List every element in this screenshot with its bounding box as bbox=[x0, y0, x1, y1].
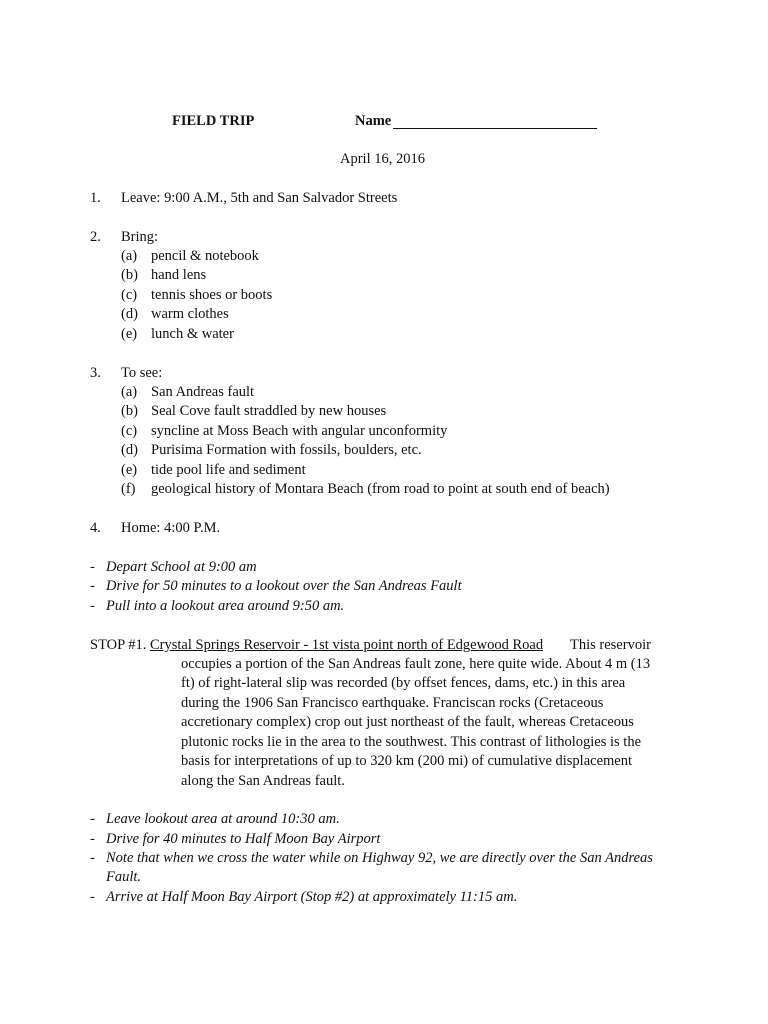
list-item: warm clothes bbox=[151, 306, 229, 322]
list-item: lunch & water bbox=[151, 326, 234, 342]
list-label: (f) bbox=[121, 481, 136, 497]
list-item: hand lens bbox=[151, 267, 207, 283]
stop-description-line: basis for interpretations of up to 320 km (200 mi) of cumulative displacement bbox=[181, 753, 633, 769]
list-label: (c) bbox=[121, 287, 138, 303]
leave-time: Leave: 9:00 A.M., 5th and San Salvador Streets bbox=[121, 190, 398, 206]
bring-heading: Bring: bbox=[121, 229, 159, 245]
list-item: Purisima Formation with fossils, boulders, etc. bbox=[151, 442, 422, 458]
stop-description-line: plutonic rocks lie in the area to the southwest. This contrast of lithologies is the bbox=[181, 734, 642, 750]
dash-bullet: - bbox=[90, 811, 95, 827]
schedule-item: Pull into a lookout area around 9:50 am. bbox=[106, 598, 345, 614]
schedule-item: Arrive at Half Moon Bay Airport (Stop #2) at approximately 11:15 am. bbox=[106, 889, 518, 905]
dash-bullet: - bbox=[90, 559, 95, 575]
list-label: (b) bbox=[121, 403, 138, 419]
schedule-item: Leave lookout area at around 10:30 am. bbox=[106, 811, 340, 827]
list-item: pencil & notebook bbox=[151, 248, 259, 264]
stop-description-line: occupies a portion of the San Andreas fault zone, here quite wide. About 4 m (13 bbox=[181, 656, 651, 672]
list-label: (d) bbox=[121, 306, 138, 322]
list-label: (e) bbox=[121, 462, 138, 478]
schedule-item: Drive for 40 minutes to Half Moon Bay Airport bbox=[106, 831, 381, 847]
stop-description-line: This reservoir bbox=[570, 637, 651, 653]
to-see-heading: To see: bbox=[121, 365, 163, 381]
stop-description-line: along the San Andreas fault. bbox=[181, 773, 345, 789]
dash-bullet: - bbox=[90, 831, 95, 847]
dash-bullet: - bbox=[90, 889, 95, 905]
list-label: (a) bbox=[121, 384, 138, 400]
list-label: (c) bbox=[121, 423, 138, 439]
list-item: Seal Cove fault straddled by new houses bbox=[151, 403, 387, 419]
stop-label: STOP #1. bbox=[90, 637, 147, 653]
stop-description-line: accretionary complex) crop out just northeast of the fault, whereas Cretaceous bbox=[181, 714, 634, 730]
stop-heading: Crystal Springs Reservoir - 1st vista point north of Edgewood Road bbox=[150, 637, 544, 653]
name-label: Name bbox=[355, 113, 392, 129]
name-blank-line bbox=[393, 128, 597, 129]
list-label: (b) bbox=[121, 267, 138, 283]
schedule-item: Note that when we cross the water while on Highway 92, we are directly over the San Andreas bbox=[106, 850, 653, 866]
dash-bullet: - bbox=[90, 850, 95, 866]
list-item: syncline at Moss Beach with angular unconformity bbox=[151, 423, 448, 439]
home-time: Home: 4:00 P.M. bbox=[121, 520, 221, 536]
schedule-item: Depart School at 9:00 am bbox=[106, 559, 257, 575]
page-title: FIELD TRIP bbox=[172, 113, 255, 129]
dash-bullet: - bbox=[90, 598, 95, 614]
stop-description-line: during the 1906 San Francisco earthquake. Franciscan rocks (Cretaceous bbox=[181, 695, 604, 711]
item-number: 2. bbox=[90, 229, 101, 245]
item-number: 4. bbox=[90, 520, 101, 536]
item-number: 1. bbox=[90, 190, 101, 206]
list-item: tennis shoes or boots bbox=[151, 287, 273, 303]
trip-date: April 16, 2016 bbox=[340, 151, 425, 167]
list-item: geological history of Montara Beach (from road to point at south end of beach) bbox=[151, 481, 610, 497]
list-label: (d) bbox=[121, 442, 138, 458]
list-label: (e) bbox=[121, 326, 138, 342]
stop-description-line: ft) of right-lateral slip was recorded (by offset fences, dams, etc.) in this area bbox=[181, 675, 626, 691]
list-item: tide pool life and sediment bbox=[151, 462, 306, 478]
item-number: 3. bbox=[90, 365, 101, 381]
schedule-item: Drive for 50 minutes to a lookout over the San Andreas Fault bbox=[106, 578, 462, 594]
dash-bullet: - bbox=[90, 578, 95, 594]
list-item: San Andreas fault bbox=[151, 384, 255, 400]
schedule-item-continuation: Fault. bbox=[106, 869, 142, 885]
list-label: (a) bbox=[121, 248, 138, 264]
